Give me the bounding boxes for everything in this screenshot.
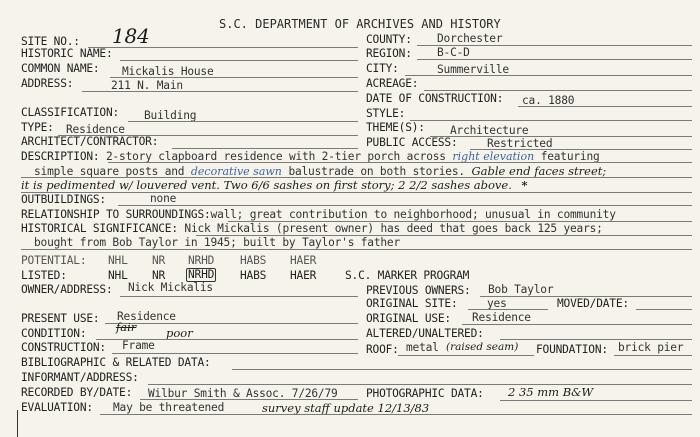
- architect-label: ARCHITECT/CONTRACTOR:: [21, 135, 159, 148]
- date-construction-label: DATE OF CONSTRUCTION:: [366, 92, 504, 105]
- roof-hand-value: (raised seam): [446, 341, 519, 353]
- potential-label: POTENTIAL:: [21, 254, 87, 267]
- original-site-line: [468, 309, 548, 310]
- condition-label: CONDITION:: [21, 327, 87, 340]
- altered-line: [500, 339, 692, 340]
- city-label: CITY:: [366, 62, 399, 75]
- public-access-value: Restricted: [487, 137, 553, 150]
- description-line2-typed: simple square posts and: [34, 165, 185, 178]
- present-use-line: [105, 323, 358, 324]
- present-use-value: Residence: [117, 310, 176, 323]
- original-use-label: ORIGINAL USE:: [366, 312, 451, 325]
- relationship-value: wall; great contribution to neighborhood; unusual in community: [210, 208, 616, 221]
- themes-value: Architecture: [450, 124, 529, 137]
- roof-label: ROOF:: [366, 343, 399, 356]
- potential-nhl: NHL: [108, 254, 128, 267]
- style-label: STYLE:: [366, 107, 406, 120]
- outbuildings-value: none: [150, 192, 177, 205]
- original-site-value: yes: [487, 297, 507, 310]
- construction-label: CONSTRUCTION:: [21, 341, 106, 354]
- site-no-label: SITE NO.:: [21, 35, 80, 48]
- informant-line: [148, 384, 692, 385]
- altered-label: ALTERED/UNALTERED:: [366, 327, 484, 340]
- acreage-line: [424, 90, 692, 91]
- address-label: ADDRESS:: [21, 77, 74, 90]
- construction-value: Frame: [122, 339, 155, 352]
- style-line: [410, 120, 692, 121]
- foundation-line: [614, 355, 692, 356]
- moved-date-label: MOVED/DATE:: [557, 297, 629, 310]
- historic-name-label: HISTORIC NAME:: [21, 47, 113, 60]
- classification-line: [128, 121, 358, 122]
- marker-program-label: S.C. MARKER PROGRAM: [345, 269, 470, 282]
- type-value: Residence: [66, 123, 125, 136]
- potential-habs: HABS: [240, 254, 267, 267]
- description-line1-typed: 2-story clapboard residence with 2-tier porch across: [105, 150, 446, 163]
- bibliographic-line: [232, 369, 692, 370]
- informant-label: INFORMANT/ADDRESS:: [21, 371, 139, 384]
- historic-name-line: [120, 60, 358, 61]
- listed-label: LISTED:: [21, 269, 67, 282]
- acreage-label: ACREAGE:: [366, 77, 419, 90]
- roof-value: metal: [406, 341, 439, 354]
- description-line1-end: featuring: [540, 150, 600, 163]
- site-no-value: 184: [112, 24, 150, 48]
- description-line2-typed-b: balustrade on both stories.: [288, 165, 465, 178]
- description-line1-hand: right elevation: [452, 150, 535, 163]
- description-line-1: [108, 162, 692, 163]
- owner-line: [120, 296, 358, 297]
- potential-nrhd: NRHD: [188, 254, 215, 267]
- owner-value: Nick Mickalis: [128, 281, 213, 294]
- significance-line-2: [21, 249, 692, 250]
- themes-label: THEME(S):: [366, 121, 425, 134]
- site-no-line: [88, 47, 358, 48]
- description-line3: [21, 179, 528, 191]
- original-site-label: ORIGINAL SITE:: [366, 297, 458, 310]
- potential-nr: NR: [152, 254, 166, 267]
- condition-hand-value: poor: [166, 326, 193, 340]
- city-line: [405, 75, 692, 76]
- evaluation-hand-value: survey staff update 12/13/83: [262, 401, 430, 415]
- condition-struck-value: fair: [116, 320, 137, 334]
- listed-nr: NR: [152, 269, 166, 282]
- asterisk-mark: *: [521, 178, 528, 192]
- description-line2-hand-b: Gable end faces street;: [471, 164, 607, 178]
- evaluation-value: May be threatened: [113, 401, 225, 414]
- region-value: B-C-D: [437, 46, 470, 59]
- date-construction-value: ca. 1880: [522, 94, 575, 107]
- common-name-line: [110, 77, 358, 78]
- region-label: REGION:: [366, 47, 412, 60]
- moved-date-line: [636, 309, 692, 310]
- common-name-label: COMMON NAME:: [21, 62, 100, 75]
- county-value: Dorchester: [437, 32, 503, 45]
- card-title: S.C. DEPARTMENT OF ARCHIVES AND HISTORY: [219, 17, 501, 31]
- themes-line: [430, 136, 692, 137]
- description-label-text: DESCRIPTION:: [21, 150, 100, 163]
- common-name-value: Mickalis House: [122, 65, 214, 78]
- roof-line: [398, 355, 534, 356]
- outbuildings-line: [118, 205, 692, 206]
- listed-nhl: NHL: [108, 269, 128, 282]
- construction-line: [112, 353, 358, 354]
- listed-haer: HAER: [290, 269, 317, 282]
- previous-owners-value: Bob Taylor: [488, 283, 554, 296]
- evaluation-label: EVALUATION:: [21, 401, 93, 414]
- previous-owners-label: PREVIOUS OWNERS:: [366, 284, 471, 297]
- description-line3-hand: it is pedimented w/ louvered vent. Two 6/6 sashes on first story; 2 2/2 sashes above.: [21, 178, 512, 192]
- significance-line2: bought from Bob Taylor in 1945; built by Taylor's father: [34, 236, 400, 249]
- relationship-row: [21, 209, 616, 221]
- description-line2-hand: decorative sawn: [190, 165, 282, 178]
- classification-value: Building: [144, 109, 197, 122]
- address-value: 211 N. Main: [111, 79, 183, 92]
- significance-line1: Nick Mickalis (present owner) has deed that goes back 125 years;: [184, 222, 603, 235]
- recorded-value: Wilbur Smith & Assoc. 7/26/79: [148, 387, 338, 400]
- original-use-value: Residence: [472, 311, 531, 324]
- region-line: [417, 59, 692, 60]
- foundation-label: FOUNDATION:: [536, 343, 608, 356]
- foundation-value: brick pier: [618, 341, 684, 354]
- photographic-label: PHOTOGRAPHIC DATA:: [366, 387, 484, 400]
- significance-row: [21, 223, 603, 235]
- address-line: [82, 91, 358, 92]
- photographic-line: [500, 400, 692, 401]
- relationship-label: RELATIONSHIP TO SURROUNDINGS:: [21, 208, 211, 221]
- bibliographic-label: BIBLIOGRAPHIC & RELATED DATA:: [21, 356, 211, 369]
- architect-line: [172, 148, 358, 149]
- public-access-label: PUBLIC ACCESS:: [366, 136, 458, 149]
- margin-rule: [17, 410, 18, 437]
- listed-habs: HABS: [240, 269, 267, 282]
- description-line-3: [21, 192, 692, 193]
- recorded-label: RECORDED BY/DATE:: [21, 386, 133, 399]
- type-label: TYPE:: [21, 121, 54, 134]
- evaluation-line: [100, 414, 692, 415]
- original-use-line: [462, 324, 692, 325]
- classification-label: CLASSIFICATION:: [21, 106, 120, 119]
- owner-label: OWNER/ADDRESS:: [21, 283, 113, 296]
- photographic-hand-value: 2 35 mm B&W: [508, 385, 594, 399]
- present-use-label: PRESENT USE:: [21, 312, 100, 325]
- date-line: [518, 106, 692, 107]
- potential-haer: HAER: [290, 254, 317, 267]
- outbuildings-label: OUTBUILDINGS:: [21, 193, 106, 206]
- recorded-line: [140, 399, 358, 400]
- city-value: Summerville: [437, 63, 509, 76]
- county-label: COUNTY:: [366, 33, 412, 46]
- significance-label: HISTORICAL SIGNIFICANCE:: [21, 222, 178, 235]
- listed-nrhd-circled: NRHD: [188, 268, 215, 281]
